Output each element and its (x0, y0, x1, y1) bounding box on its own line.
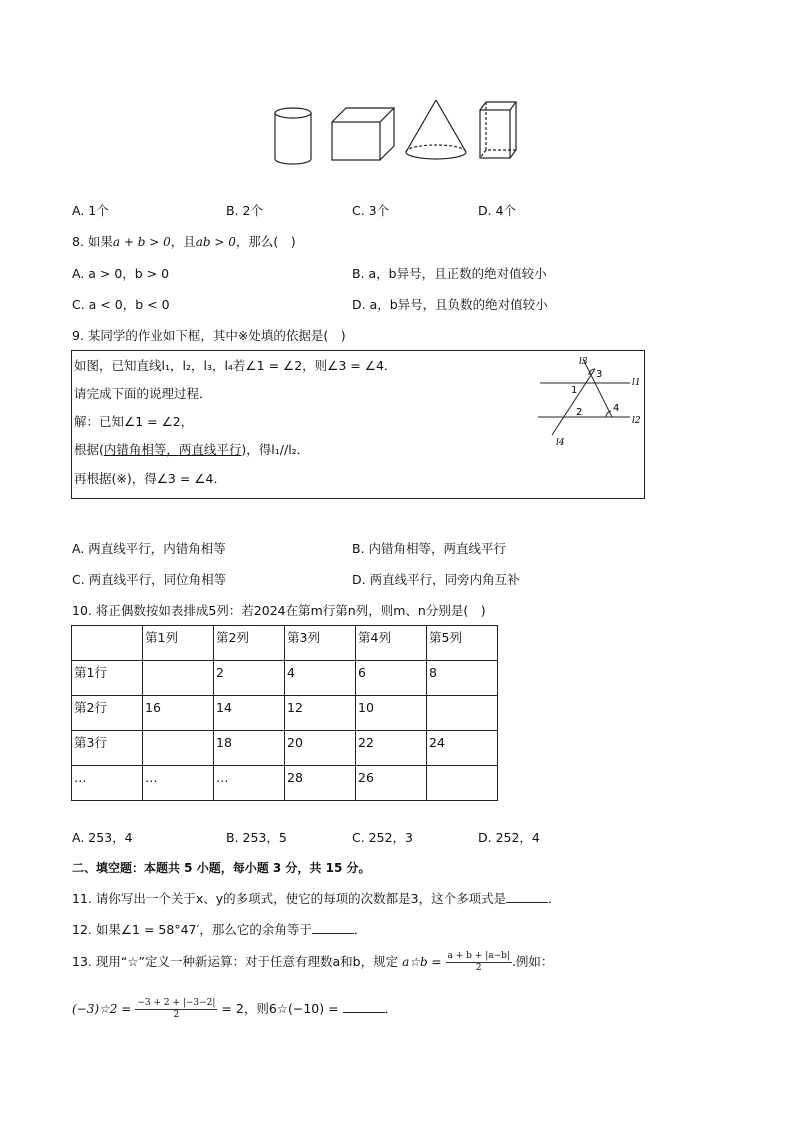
q9-box-reason: 内错角相等，两直线平行 (103, 442, 242, 457)
cylinder-shape (275, 108, 311, 164)
q10-option-d: D. 252，4 (478, 830, 540, 845)
q9-box-line5: 再根据(※)，得∠3 = ∠4． (74, 471, 226, 486)
table-cell: 26 (356, 766, 427, 801)
q7-option-b: B. 2个 (226, 203, 263, 218)
q7-option-a: A. 1个 (72, 203, 109, 218)
q8-stem-suffix: ，那么( ) (235, 234, 296, 249)
q12-answer-blank[interactable] (312, 932, 354, 934)
q9-box-line3: 解：已知∠1 = ∠2， (74, 414, 194, 429)
section-heading-fill-in: 二、填空题：本题共 5 小题，每小题 3 分，共 15 分。 (72, 861, 371, 875)
cone-shape (406, 100, 466, 159)
q11-answer-blank[interactable] (506, 901, 548, 903)
table-cell: 12 (285, 696, 356, 731)
q9-option-a: A. 两直线平行，内错角相等 (72, 541, 226, 556)
table-cell: 第1列 (143, 626, 214, 661)
q9-box-line4-pre: 根据( (74, 442, 104, 457)
q13-answer-blank[interactable] (343, 1011, 385, 1013)
table-cell: … (214, 766, 285, 801)
table-cell (72, 626, 143, 661)
label-l1: l1 (632, 378, 641, 388)
q9-homework-box (71, 350, 645, 499)
q13-example-fraction (135, 998, 217, 1021)
q8-option-a: A. a > 0，b > 0 (72, 266, 170, 281)
q13-def-tail: .例如： (511, 954, 554, 969)
q12-stem: 12. 如果∠1 = 58°47′，那么它的余角等于 (72, 922, 312, 937)
table-cell: 第3行 (72, 731, 143, 766)
q13-def-denominator: 2 (475, 963, 482, 973)
table-cell: 22 (356, 731, 427, 766)
table-cell (427, 766, 498, 801)
q13-line2 (72, 998, 397, 1021)
q9-box-line1: 如图，已知直线l₁，l₂，l₃，l₄若∠1 = ∠2，则∠3 = ∠4． (74, 358, 397, 373)
table-row (72, 661, 498, 696)
cuboid-shape (332, 108, 394, 160)
q13-example-denominator: 2 (173, 1010, 180, 1020)
table-cell: 第2列 (214, 626, 285, 661)
table-row (72, 731, 498, 766)
table-cell: 第3列 (285, 626, 356, 661)
label-angle2: 2 (576, 407, 583, 418)
table-cell: 第5列 (427, 626, 498, 661)
table-cell: … (72, 766, 143, 801)
q13-stem: 13. 现用“☆”定义一种新运算：对于任意有理数a和b，规定 (72, 954, 399, 969)
q10-stem: 10. 将正偶数按如表排成5列：若2024在第m行第n列，则m、n分别是( ) (72, 603, 486, 618)
q9-box-line4-post: )，得l₁//l₂． (241, 442, 310, 457)
table-cell: 24 (427, 731, 498, 766)
q13-example-rhs: = 2，则6☆(−10) = (221, 1001, 339, 1016)
q12-end: ． (353, 922, 367, 937)
table-cell: 第1行 (72, 661, 143, 696)
table-cell: 14 (214, 696, 285, 731)
table-cell: 10 (356, 696, 427, 731)
table-row (72, 696, 498, 731)
q13-def-numerator: a + b + |a−b| (447, 951, 510, 961)
table-cell: 16 (143, 696, 214, 731)
q13-example-lhs: (−3)☆2 = (72, 1002, 132, 1016)
table-cell: 8 (427, 661, 498, 696)
table-cell (143, 661, 214, 696)
table-cell (427, 696, 498, 731)
table-cell: 18 (214, 731, 285, 766)
q8-stem-prefix: 8. 如果 (72, 234, 113, 249)
label-angle4: 4 (613, 403, 620, 414)
parallel-lines-figure (532, 353, 642, 449)
q13-example-numerator: −3 + 2 + |−3−2| (137, 998, 216, 1008)
prism-shape (480, 102, 516, 158)
q13-end: ． (384, 1001, 398, 1016)
q9-stem: 9. 某同学的作业如下框，其中※处填的依据是( ) (72, 328, 346, 343)
q7-option-d: D. 4个 (478, 203, 517, 218)
q10-option-a: A. 253，4 (72, 830, 133, 845)
q8-option-d: D. a，b异号，且负数的绝对值较小 (352, 297, 548, 312)
label-angle1: 1 (571, 385, 578, 396)
table-cell: 20 (285, 731, 356, 766)
table-cell: 第2行 (72, 696, 143, 731)
q8-math-product: ab > 0 (195, 235, 236, 249)
q13-def-fraction (446, 951, 512, 974)
label-l3: l3 (579, 357, 588, 367)
table-cell: 28 (285, 766, 356, 801)
label-l2: l2 (632, 416, 641, 426)
table-header-row (72, 626, 498, 661)
q8-math-sum: a + b > 0 (112, 235, 171, 249)
table-cell: 2 (214, 661, 285, 696)
label-angle3: 3 (596, 369, 603, 380)
q8-stem (72, 232, 296, 250)
solids-figure (268, 96, 528, 170)
q13-def-lhs: a☆b = (402, 955, 442, 969)
q9-box-line2: 请完成下面的说理过程． (74, 386, 212, 401)
q8-option-b: B. a，b异号，且正数的绝对值较小 (352, 266, 547, 281)
table-cell: 第4列 (356, 626, 427, 661)
q10-option-c: C. 252，3 (352, 830, 413, 845)
q9-box-line4 (74, 440, 309, 458)
table-cell: … (143, 766, 214, 801)
q9-option-b: B. 内错角相等，两直线平行 (352, 541, 507, 556)
table-cell: 4 (285, 661, 356, 696)
q10-option-b: B. 253，5 (226, 830, 287, 845)
even-numbers-table (71, 625, 498, 801)
q13-line1 (72, 951, 553, 974)
table-cell: 6 (356, 661, 427, 696)
q8-stem-mid: ，且 (170, 234, 196, 249)
table-cell (143, 731, 214, 766)
q9-option-c: C. 两直线平行，同位角相等 (72, 572, 227, 587)
q12-question (72, 920, 366, 938)
q11-question (72, 889, 561, 907)
q11-stem: 11. 请你写出一个关于x、y的多项式，使它的每项的次数都是3，这个多项式是 (72, 891, 507, 906)
q8-option-c: C. a < 0，b < 0 (72, 297, 170, 312)
q7-option-c: C. 3个 (352, 203, 390, 218)
table-row (72, 766, 498, 801)
q11-end: ． (548, 891, 561, 906)
label-l4: l4 (556, 438, 565, 448)
q9-option-d: D. 两直线平行，同旁内角互补 (352, 572, 520, 587)
